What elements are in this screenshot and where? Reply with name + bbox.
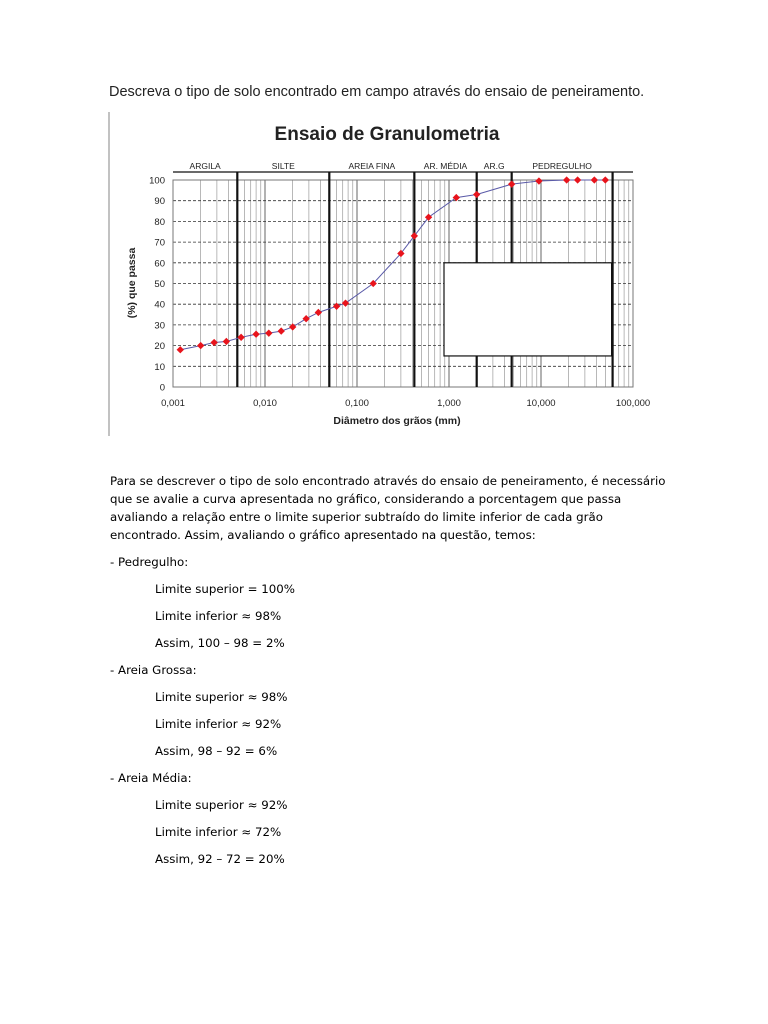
data-point [333,303,340,310]
zone-label: SILTE [271,161,295,171]
section-areia-grossa [110,661,670,769]
y-tick-label: 40 [154,299,165,311]
limit-result: Assim, 92 – 72 = 20% [155,852,285,866]
x-tick-label: 100,000 [615,398,651,409]
zone-labels [190,161,593,171]
data-point [602,176,609,183]
answer-intro [110,472,670,544]
y-tick-label: 80 [154,216,165,228]
data-point [265,330,272,337]
limit-inferior: Limite inferior ≈ 72% [155,825,282,839]
x-axis-label: Diâmetro dos grãos (mm) [333,415,461,427]
y-tick-label: 60 [154,258,165,270]
limit-inferior: Limite inferior ≈ 98% [155,609,282,623]
data-point [563,176,570,183]
x-tick-label: 1,000 [437,398,461,409]
data-point [252,331,259,338]
y-tick-label: 100 [149,175,165,187]
section-title: - Areia Média: [110,771,192,785]
data-point [177,346,184,353]
zone-label: ARGILA [189,161,221,171]
granulometry-chart [108,110,668,440]
y-axis-label: (%) que passa [126,247,138,319]
intro-line: que se avalie a curva apresentada no gráfico, considerando a porcentagem que passa [110,492,622,506]
x-tick-label: 0,001 [161,398,185,409]
data-point [315,309,322,316]
data-point [289,323,296,330]
limit-superior: Limite superior ≈ 98% [155,690,288,704]
data-point [237,334,244,341]
overlay-box [444,263,612,356]
y-tick-label: 30 [154,320,165,332]
section-areia-media [110,769,670,877]
intro-line: encontrado. Assim, avaliando o gráfico apresentado na questão, temos: [110,528,536,542]
chart-svg [108,110,668,440]
y-tick-label: 70 [154,237,165,249]
question-text: Descreva o tipo de solo encontrado em campo através do ensaio de peneiramento. [109,84,645,100]
chart-title: Ensaio de Granulometria [274,124,500,145]
zone-label: AREIA FINA [348,161,396,171]
y-tick-label: 0 [159,382,165,394]
y-tick-label: 50 [154,279,165,290]
limit-inferior: Limite inferior ≈ 92% [155,717,282,731]
intro-line: avaliando a relação entre o limite superior subtraído do limite inferior de cada grão [110,510,603,524]
zone-label: AR. MÉDIA [423,161,468,171]
data-point [591,176,598,183]
data-point [574,176,581,183]
data-point [535,177,542,184]
section-pedregulho [110,553,670,661]
zone-label: AR.G [483,161,505,171]
answer-text [110,472,670,877]
data-point [508,180,515,187]
section-title: - Pedregulho: [110,555,189,569]
section-title: - Areia Grossa: [110,663,197,677]
limit-result: Assim, 98 – 92 = 6% [155,744,278,758]
data-point [223,338,230,345]
limit-result: Assim, 100 – 98 = 2% [155,636,285,650]
limit-superior: Limite superior = 100% [155,582,295,596]
data-point [473,191,480,198]
x-tick-label: 0,010 [253,398,277,409]
data-point [278,327,285,334]
y-tick-label: 90 [154,196,165,208]
intro-line: Para se descrever o tipo de solo encontrado através do ensaio de peneiramento, é necessário [110,474,666,488]
y-tick-label: 20 [154,341,165,353]
x-tick-label: 10,000 [526,398,556,409]
data-point [197,342,204,349]
zone-label: PEDREGULHO [532,161,592,171]
y-tick-label: 10 [154,361,165,373]
white-overlay-box [444,263,612,356]
x-tick-label: 0,100 [345,398,369,409]
data-point [453,194,460,201]
limit-superior: Limite superior ≈ 92% [155,798,288,812]
